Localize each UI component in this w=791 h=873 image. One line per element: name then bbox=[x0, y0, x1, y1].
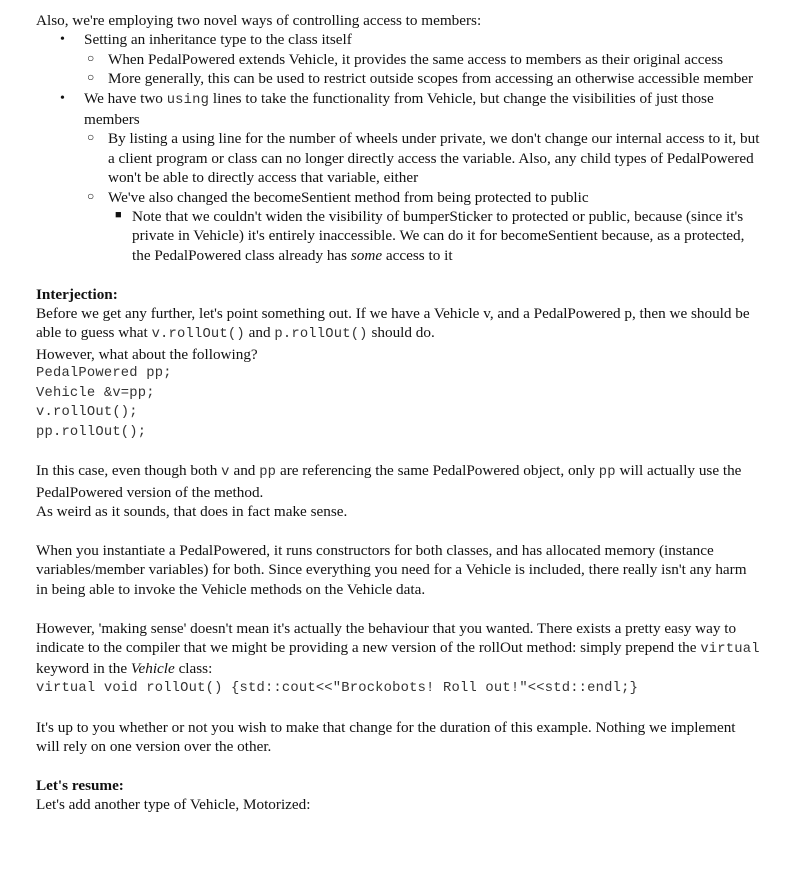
interjection-paragraph-6: However, 'making sense' doesn't mean it's actually the behaviour that you wanted. There exists a pretty easy way to indicate to the compiler that we might be providing a new version of the rollOut method: simply prepend the virtual keyword in the Vehicle class: bbox=[36, 619, 760, 678]
sub-bullet-become-sentient bbox=[36, 188, 762, 207]
sub-bullet-text: We've also changed the becomeSentient method from being protected to public bbox=[108, 188, 589, 206]
bullet-text: We have two using lines to take the functionality from Vehicle, but change the visibilities of just those members bbox=[84, 89, 714, 129]
inline-code: v bbox=[221, 465, 230, 481]
intro-paragraph: Also, we're employing two novel ways of controlling access to members: bbox=[36, 12, 482, 29]
code-line: Vehicle &v=pp; bbox=[36, 385, 155, 401]
bullet-text: Setting an inheritance type to the class itself bbox=[84, 31, 352, 49]
inline-code: pp bbox=[598, 465, 616, 481]
sub-bullet-restrict bbox=[36, 69, 762, 88]
document-page bbox=[36, 11, 762, 815]
hollow-bullet-icon: ○ bbox=[87, 50, 95, 65]
inline-code: using bbox=[166, 92, 210, 108]
note-bumper-sticker bbox=[36, 207, 762, 265]
hollow-bullet-icon: ○ bbox=[87, 70, 95, 85]
bullet-inheritance-type bbox=[36, 30, 762, 49]
interjection-paragraph-2: However, what about the following? bbox=[36, 345, 258, 363]
code-block bbox=[36, 364, 762, 442]
hollow-bullet-icon: ○ bbox=[87, 188, 95, 203]
bullet-icon: • bbox=[60, 32, 65, 48]
sub-bullet-extends bbox=[36, 50, 762, 69]
sub-bullet-text: By listing a using line for the number of wheels under private, we don't change our internal access to it, but a client program or class can no longer directly access the variable. Also, any child types of PedalPowered won't be able to directly access that variable, either bbox=[108, 130, 760, 187]
interjection-paragraph-3: In this case, even though both v and pp are referencing the same PedalPowered object, only pp will actually use the PedalPowered version of the method. bbox=[36, 462, 742, 501]
interjection-heading: Interjection: bbox=[36, 285, 118, 303]
virtual-code-line: virtual void rollOut() {std::cout<<"Brockobots! Roll out!"<<std::endl;} bbox=[36, 680, 639, 696]
square-bullet-icon: ■ bbox=[115, 209, 122, 222]
sub-bullet-text: When PedalPowered extends Vehicle, it provides the same access to members as their original access bbox=[108, 50, 724, 68]
resume-paragraph: Let's add another type of Vehicle, Motorized: bbox=[36, 796, 311, 814]
bullet-using-lines bbox=[36, 89, 762, 130]
interjection-paragraph-1: Before we get any further, let's point something out. If we have a Vehicle v, and a PedalPowered p, then we should be able to guess what v.rollOut() and p.rollOut() should do. bbox=[36, 305, 750, 343]
hollow-bullet-icon: ○ bbox=[87, 130, 95, 145]
interjection-paragraph-7: It's up to you whether or not you wish to make that change for the duration of this example. Nothing we implement will rely on one version over the other. bbox=[36, 718, 736, 755]
inline-code: p.rollOut() bbox=[274, 327, 368, 343]
interjection-paragraph-5: When you instantiate a PedalPowered, it runs constructors for both classes, and has allocated memory (instance variables/member variables) for both. Since everything you need for a Vehicle is included, there really isn't any harm in being able to invoke the Vehicle methods on the Vehicle data. bbox=[36, 541, 747, 598]
sub-bullet-text: More generally, this can be used to restrict outside scopes from accessing an otherwise accessible member bbox=[108, 70, 754, 88]
code-line: pp.rollOut(); bbox=[36, 424, 147, 440]
note-text: Note that we couldn't widen the visibility of bumperSticker to protected or public, because (since it's private in Vehicle) it's entirely inaccessible. We can do it for becomeSentient because, as a protected, the PedalPowered class already has some access to it bbox=[132, 208, 745, 264]
code-line: PedalPowered pp; bbox=[36, 366, 172, 382]
inline-code: v.rollOut() bbox=[151, 327, 245, 343]
interjection-paragraph-4: As weird as it sounds, that does in fact make sense. bbox=[36, 503, 348, 521]
code-line: v.rollOut(); bbox=[36, 405, 138, 421]
sub-bullet-private-wheels bbox=[36, 129, 762, 187]
resume-heading: Let's resume: bbox=[36, 776, 124, 794]
bullet-icon: • bbox=[60, 90, 65, 106]
inline-code: pp bbox=[259, 465, 277, 481]
access-control-list bbox=[36, 30, 762, 265]
inline-code: virtual bbox=[700, 641, 760, 657]
